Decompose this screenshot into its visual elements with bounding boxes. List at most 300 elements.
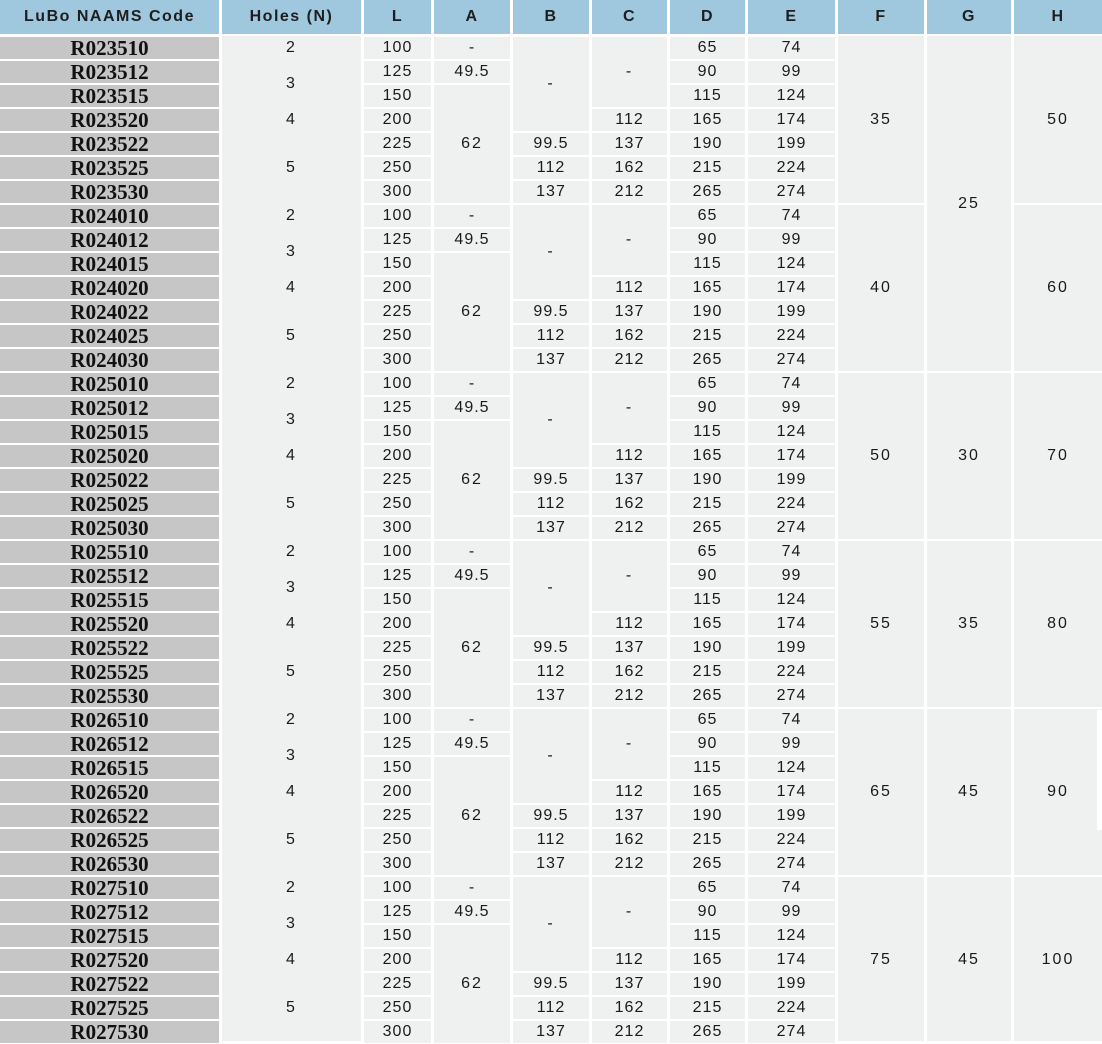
holes-cell: 5 <box>286 159 297 176</box>
code-cell: R026525 <box>0 829 219 851</box>
code-cell: R026510 <box>0 709 219 731</box>
group-sep <box>1014 707 1102 709</box>
D-cell: 115 <box>670 757 745 779</box>
G-cell: 30 <box>958 447 980 464</box>
group-sep <box>927 539 1011 541</box>
E-cell: 74 <box>748 37 835 59</box>
D-cell: 90 <box>670 733 745 755</box>
E-cell: 199 <box>748 973 835 995</box>
B-cell: 112 <box>513 325 589 347</box>
group-sep <box>1014 875 1102 877</box>
E-cell: 199 <box>748 469 835 491</box>
E-cell: 174 <box>748 781 835 803</box>
code-cell: R027510 <box>0 877 219 899</box>
header-holes: Holes (N) <box>222 0 361 34</box>
group-sep <box>838 539 924 541</box>
code-cell: R025020 <box>0 445 219 467</box>
D-cell: 165 <box>670 613 745 635</box>
A-cell: - <box>434 709 510 731</box>
header-c: C <box>592 0 667 34</box>
L-cell: 225 <box>364 805 431 827</box>
holes-cell: 5 <box>286 495 297 512</box>
L-cell: 250 <box>364 997 431 1019</box>
H-cell: 70 <box>1047 447 1069 464</box>
L-cell: 200 <box>364 781 431 803</box>
C-cell: 137 <box>592 973 667 995</box>
code-cell: R026530 <box>0 853 219 875</box>
C-cell: 137 <box>592 637 667 659</box>
code-cell: R024010 <box>0 205 219 227</box>
B-cell: - <box>547 915 555 932</box>
D-cell: 115 <box>670 925 745 947</box>
F-cell: 65 <box>870 783 892 800</box>
holes-cell: 2 <box>286 39 297 56</box>
C-cell: 162 <box>592 829 667 851</box>
D-cell: 190 <box>670 805 745 827</box>
E-cell: 224 <box>748 997 835 1019</box>
L-cell: 300 <box>364 1021 431 1043</box>
L-cell: 200 <box>364 949 431 971</box>
E-cell: 224 <box>748 829 835 851</box>
header-b: B <box>513 0 589 34</box>
A-cell: - <box>434 37 510 59</box>
code-cell: R023522 <box>0 133 219 155</box>
holes-cell: 4 <box>286 951 297 968</box>
L-cell: 100 <box>364 373 431 395</box>
D-cell: 115 <box>670 253 745 275</box>
code-cell: R027520 <box>0 949 219 971</box>
E-cell: 74 <box>748 373 835 395</box>
holes-cell: 2 <box>286 879 297 896</box>
code-cell: R025515 <box>0 589 219 611</box>
A-cell: 62 <box>461 303 483 320</box>
holes-cell: 5 <box>286 327 297 344</box>
B-cell: 137 <box>513 685 589 707</box>
B-cell: 99.5 <box>513 469 589 491</box>
L-cell: 150 <box>364 85 431 107</box>
header-d: D <box>670 0 745 34</box>
A-cell: - <box>434 877 510 899</box>
D-cell: 90 <box>670 397 745 419</box>
code-cell: R023525 <box>0 157 219 179</box>
A-cell: - <box>434 373 510 395</box>
L-cell: 150 <box>364 253 431 275</box>
L-cell: 250 <box>364 157 431 179</box>
E-cell: 124 <box>748 421 835 443</box>
D-cell: 165 <box>670 949 745 971</box>
D-cell: 215 <box>670 493 745 515</box>
E-cell: 124 <box>748 757 835 779</box>
code-cell: R026520 <box>0 781 219 803</box>
H-cell: 100 <box>1041 951 1075 968</box>
E-cell: 99 <box>748 733 835 755</box>
B-cell: 99.5 <box>513 973 589 995</box>
D-cell: 265 <box>670 1021 745 1043</box>
E-cell: 174 <box>748 613 835 635</box>
G-cell: 25 <box>958 195 980 212</box>
B-cell: 99.5 <box>513 301 589 323</box>
H-cell: 60 <box>1047 279 1069 296</box>
header-a: A <box>434 0 510 34</box>
D-cell: 190 <box>670 973 745 995</box>
code-cell: R025010 <box>0 373 219 395</box>
C-cell: 212 <box>592 1021 667 1043</box>
D-cell: 115 <box>670 421 745 443</box>
L-cell: 100 <box>364 541 431 563</box>
holes-cell: 4 <box>286 447 297 464</box>
E-cell: 74 <box>748 541 835 563</box>
group-sep <box>1014 539 1102 541</box>
code-cell: R027522 <box>0 973 219 995</box>
G-cell: 45 <box>958 783 980 800</box>
L-cell: 225 <box>364 637 431 659</box>
code-cell: R024012 <box>0 229 219 251</box>
B-cell: 112 <box>513 661 589 683</box>
L-cell: 200 <box>364 109 431 131</box>
E-cell: 174 <box>748 445 835 467</box>
A-cell: 62 <box>461 471 483 488</box>
code-cell: R023520 <box>0 109 219 131</box>
code-cell: R027512 <box>0 901 219 923</box>
D-cell: 215 <box>670 325 745 347</box>
code-cell: R026512 <box>0 733 219 755</box>
code-cell: R027515 <box>0 925 219 947</box>
code-cell: R025012 <box>0 397 219 419</box>
L-cell: 200 <box>364 445 431 467</box>
B-cell: 99.5 <box>513 133 589 155</box>
A-cell: 62 <box>461 135 483 152</box>
code-cell: R024020 <box>0 277 219 299</box>
C-cell: - <box>625 903 634 920</box>
L-cell: 200 <box>364 277 431 299</box>
E-cell: 274 <box>748 349 835 371</box>
L-cell: 100 <box>364 709 431 731</box>
C-cell: 137 <box>592 469 667 491</box>
D-cell: 190 <box>670 469 745 491</box>
holes-cell: 2 <box>286 375 297 392</box>
holes-cell: 2 <box>286 543 297 560</box>
B-cell: 112 <box>513 997 589 1019</box>
C-cell: - <box>625 63 634 80</box>
L-cell: 125 <box>364 565 431 587</box>
L-cell: 300 <box>364 181 431 203</box>
B-cell: - <box>547 243 555 260</box>
E-cell: 224 <box>748 493 835 515</box>
H-cell: 50 <box>1047 111 1069 128</box>
holes-cell: 3 <box>286 579 297 596</box>
D-cell: 215 <box>670 157 745 179</box>
holes-cell: 4 <box>286 783 297 800</box>
D-cell: 215 <box>670 829 745 851</box>
holes-cell: 4 <box>286 615 297 632</box>
A-cell: - <box>434 541 510 563</box>
code-cell: R025522 <box>0 637 219 659</box>
holes-cell: 3 <box>286 915 297 932</box>
code-cell: R026522 <box>0 805 219 827</box>
C-cell: 162 <box>592 493 667 515</box>
header-l: L <box>364 0 431 34</box>
code-cell: R023512 <box>0 61 219 83</box>
holes-cell: 3 <box>286 411 297 428</box>
C-cell: 162 <box>592 157 667 179</box>
A-cell: 49.5 <box>434 901 510 923</box>
C-cell: 112 <box>592 445 667 467</box>
L-cell: 250 <box>364 661 431 683</box>
code-cell: R023530 <box>0 181 219 203</box>
E-cell: 274 <box>748 517 835 539</box>
L-cell: 150 <box>364 421 431 443</box>
B-cell: - <box>547 75 555 92</box>
D-cell: 265 <box>670 853 745 875</box>
code-cell: R027530 <box>0 1021 219 1043</box>
D-cell: 65 <box>670 541 745 563</box>
code-cell: R025510 <box>0 541 219 563</box>
D-cell: 190 <box>670 133 745 155</box>
L-cell: 200 <box>364 613 431 635</box>
F-cell: 55 <box>870 615 892 632</box>
H-cell: 90 <box>1047 783 1069 800</box>
D-cell: 265 <box>670 181 745 203</box>
D-cell: 265 <box>670 517 745 539</box>
E-cell: 224 <box>748 661 835 683</box>
holes-cell: 3 <box>286 75 297 92</box>
D-cell: 65 <box>670 877 745 899</box>
L-cell: 125 <box>364 229 431 251</box>
L-cell: 300 <box>364 853 431 875</box>
E-cell: 224 <box>748 157 835 179</box>
C-cell: 112 <box>592 109 667 131</box>
D-cell: 165 <box>670 445 745 467</box>
A-cell: 49.5 <box>434 397 510 419</box>
group-sep <box>838 707 924 709</box>
D-cell: 165 <box>670 781 745 803</box>
C-cell: 112 <box>592 949 667 971</box>
code-cell: R024022 <box>0 301 219 323</box>
B-cell: 112 <box>513 157 589 179</box>
F-cell: 40 <box>870 279 892 296</box>
header-g: G <box>927 0 1011 34</box>
L-cell: 250 <box>364 829 431 851</box>
D-cell: 65 <box>670 373 745 395</box>
D-cell: 190 <box>670 301 745 323</box>
L-cell: 150 <box>364 589 431 611</box>
B-cell: 137 <box>513 517 589 539</box>
L-cell: 250 <box>364 325 431 347</box>
B-cell: - <box>547 747 555 764</box>
holes-cell: 5 <box>286 831 297 848</box>
holes-cell: 4 <box>286 279 297 296</box>
D-cell: 265 <box>670 685 745 707</box>
G-cell: 35 <box>958 615 980 632</box>
D-cell: 165 <box>670 277 745 299</box>
H-cell: 80 <box>1047 615 1069 632</box>
E-cell: 124 <box>748 925 835 947</box>
C-cell: 112 <box>592 781 667 803</box>
L-cell: 100 <box>364 37 431 59</box>
code-cell: R023515 <box>0 85 219 107</box>
group-sep <box>927 875 1011 877</box>
B-cell: - <box>547 411 555 428</box>
code-cell: R025512 <box>0 565 219 587</box>
D-cell: 115 <box>670 85 745 107</box>
C-cell: - <box>625 231 634 248</box>
E-cell: 274 <box>748 685 835 707</box>
L-cell: 225 <box>364 133 431 155</box>
E-cell: 99 <box>748 61 835 83</box>
E-cell: 199 <box>748 637 835 659</box>
E-cell: 124 <box>748 85 835 107</box>
L-cell: 225 <box>364 469 431 491</box>
C-cell: 212 <box>592 853 667 875</box>
D-cell: 65 <box>670 37 745 59</box>
C-cell: - <box>625 735 634 752</box>
C-cell: - <box>625 567 634 584</box>
group-sep <box>1014 371 1102 373</box>
right-edge-gap <box>1097 710 1102 830</box>
E-cell: 124 <box>748 253 835 275</box>
group-sep <box>838 203 924 205</box>
code-cell: R024025 <box>0 325 219 347</box>
code-cell: R024030 <box>0 349 219 371</box>
code-cell: R026515 <box>0 757 219 779</box>
holes-cell: 2 <box>286 711 297 728</box>
D-cell: 165 <box>670 109 745 131</box>
E-cell: 199 <box>748 133 835 155</box>
header-h: H <box>1014 0 1102 34</box>
D-cell: 65 <box>670 709 745 731</box>
L-cell: 300 <box>364 349 431 371</box>
E-cell: 99 <box>748 565 835 587</box>
D-cell: 115 <box>670 589 745 611</box>
L-cell: 125 <box>364 733 431 755</box>
C-cell: 162 <box>592 325 667 347</box>
C-cell: 137 <box>592 133 667 155</box>
G-cell: 45 <box>958 951 980 968</box>
E-cell: 199 <box>748 301 835 323</box>
C-cell: 162 <box>592 661 667 683</box>
E-cell: 274 <box>748 1021 835 1043</box>
B-cell: 137 <box>513 853 589 875</box>
L-cell: 125 <box>364 397 431 419</box>
B-cell: - <box>547 579 555 596</box>
A-cell: 62 <box>461 639 483 656</box>
D-cell: 90 <box>670 61 745 83</box>
A-cell: 49.5 <box>434 61 510 83</box>
E-cell: 174 <box>748 109 835 131</box>
holes-cell: 2 <box>286 207 297 224</box>
code-cell: R025022 <box>0 469 219 491</box>
B-cell: 99.5 <box>513 637 589 659</box>
E-cell: 224 <box>748 325 835 347</box>
B-cell: 137 <box>513 181 589 203</box>
L-cell: 150 <box>364 757 431 779</box>
B-cell: 137 <box>513 1021 589 1043</box>
E-cell: 74 <box>748 877 835 899</box>
E-cell: 74 <box>748 709 835 731</box>
header-code: LuBo NAAMS Code <box>0 0 219 34</box>
L-cell: 300 <box>364 685 431 707</box>
L-cell: 125 <box>364 61 431 83</box>
A-cell: 49.5 <box>434 733 510 755</box>
D-cell: 265 <box>670 349 745 371</box>
D-cell: 90 <box>670 565 745 587</box>
group-sep <box>927 707 1011 709</box>
E-cell: 99 <box>748 901 835 923</box>
code-cell: R025520 <box>0 613 219 635</box>
A-cell: 62 <box>461 975 483 992</box>
E-cell: 124 <box>748 589 835 611</box>
B-cell: 112 <box>513 493 589 515</box>
C-cell: 212 <box>592 181 667 203</box>
A-cell: - <box>434 205 510 227</box>
holes-cell: 5 <box>286 999 297 1016</box>
C-cell: 112 <box>592 613 667 635</box>
holes-cell: 4 <box>286 111 297 128</box>
E-cell: 274 <box>748 181 835 203</box>
E-cell: 74 <box>748 205 835 227</box>
group-sep <box>1014 203 1102 205</box>
E-cell: 99 <box>748 229 835 251</box>
E-cell: 174 <box>748 277 835 299</box>
C-cell: 137 <box>592 805 667 827</box>
L-cell: 250 <box>364 493 431 515</box>
B-cell: 137 <box>513 349 589 371</box>
header-e: E <box>748 0 835 34</box>
E-cell: 199 <box>748 805 835 827</box>
code-cell: R025015 <box>0 421 219 443</box>
A-cell: 49.5 <box>434 229 510 251</box>
code-cell: R025025 <box>0 493 219 515</box>
L-cell: 150 <box>364 925 431 947</box>
D-cell: 65 <box>670 205 745 227</box>
F-cell: 75 <box>870 951 892 968</box>
D-cell: 215 <box>670 997 745 1019</box>
code-cell: R024015 <box>0 253 219 275</box>
D-cell: 190 <box>670 637 745 659</box>
C-cell: 137 <box>592 301 667 323</box>
D-cell: 90 <box>670 229 745 251</box>
code-cell: R025030 <box>0 517 219 539</box>
E-cell: 274 <box>748 853 835 875</box>
group-sep <box>838 371 924 373</box>
B-cell: 112 <box>513 829 589 851</box>
A-cell: 49.5 <box>434 565 510 587</box>
code-cell: R023510 <box>0 37 219 59</box>
holes-cell: 5 <box>286 663 297 680</box>
L-cell: 125 <box>364 901 431 923</box>
holes-cell: 3 <box>286 243 297 260</box>
holes-cell: 3 <box>286 747 297 764</box>
E-cell: 174 <box>748 949 835 971</box>
F-cell: 50 <box>870 447 892 464</box>
group-sep <box>838 875 924 877</box>
D-cell: 90 <box>670 901 745 923</box>
F-cell: 35 <box>870 111 892 128</box>
L-cell: 225 <box>364 301 431 323</box>
C-cell: - <box>625 399 634 416</box>
header-f: F <box>838 0 924 34</box>
L-cell: 225 <box>364 973 431 995</box>
C-cell: 162 <box>592 997 667 1019</box>
E-cell: 99 <box>748 397 835 419</box>
C-cell: 212 <box>592 349 667 371</box>
L-cell: 100 <box>364 877 431 899</box>
C-cell: 212 <box>592 685 667 707</box>
D-cell: 215 <box>670 661 745 683</box>
C-cell: 212 <box>592 517 667 539</box>
code-cell: R025525 <box>0 661 219 683</box>
code-cell: R025530 <box>0 685 219 707</box>
